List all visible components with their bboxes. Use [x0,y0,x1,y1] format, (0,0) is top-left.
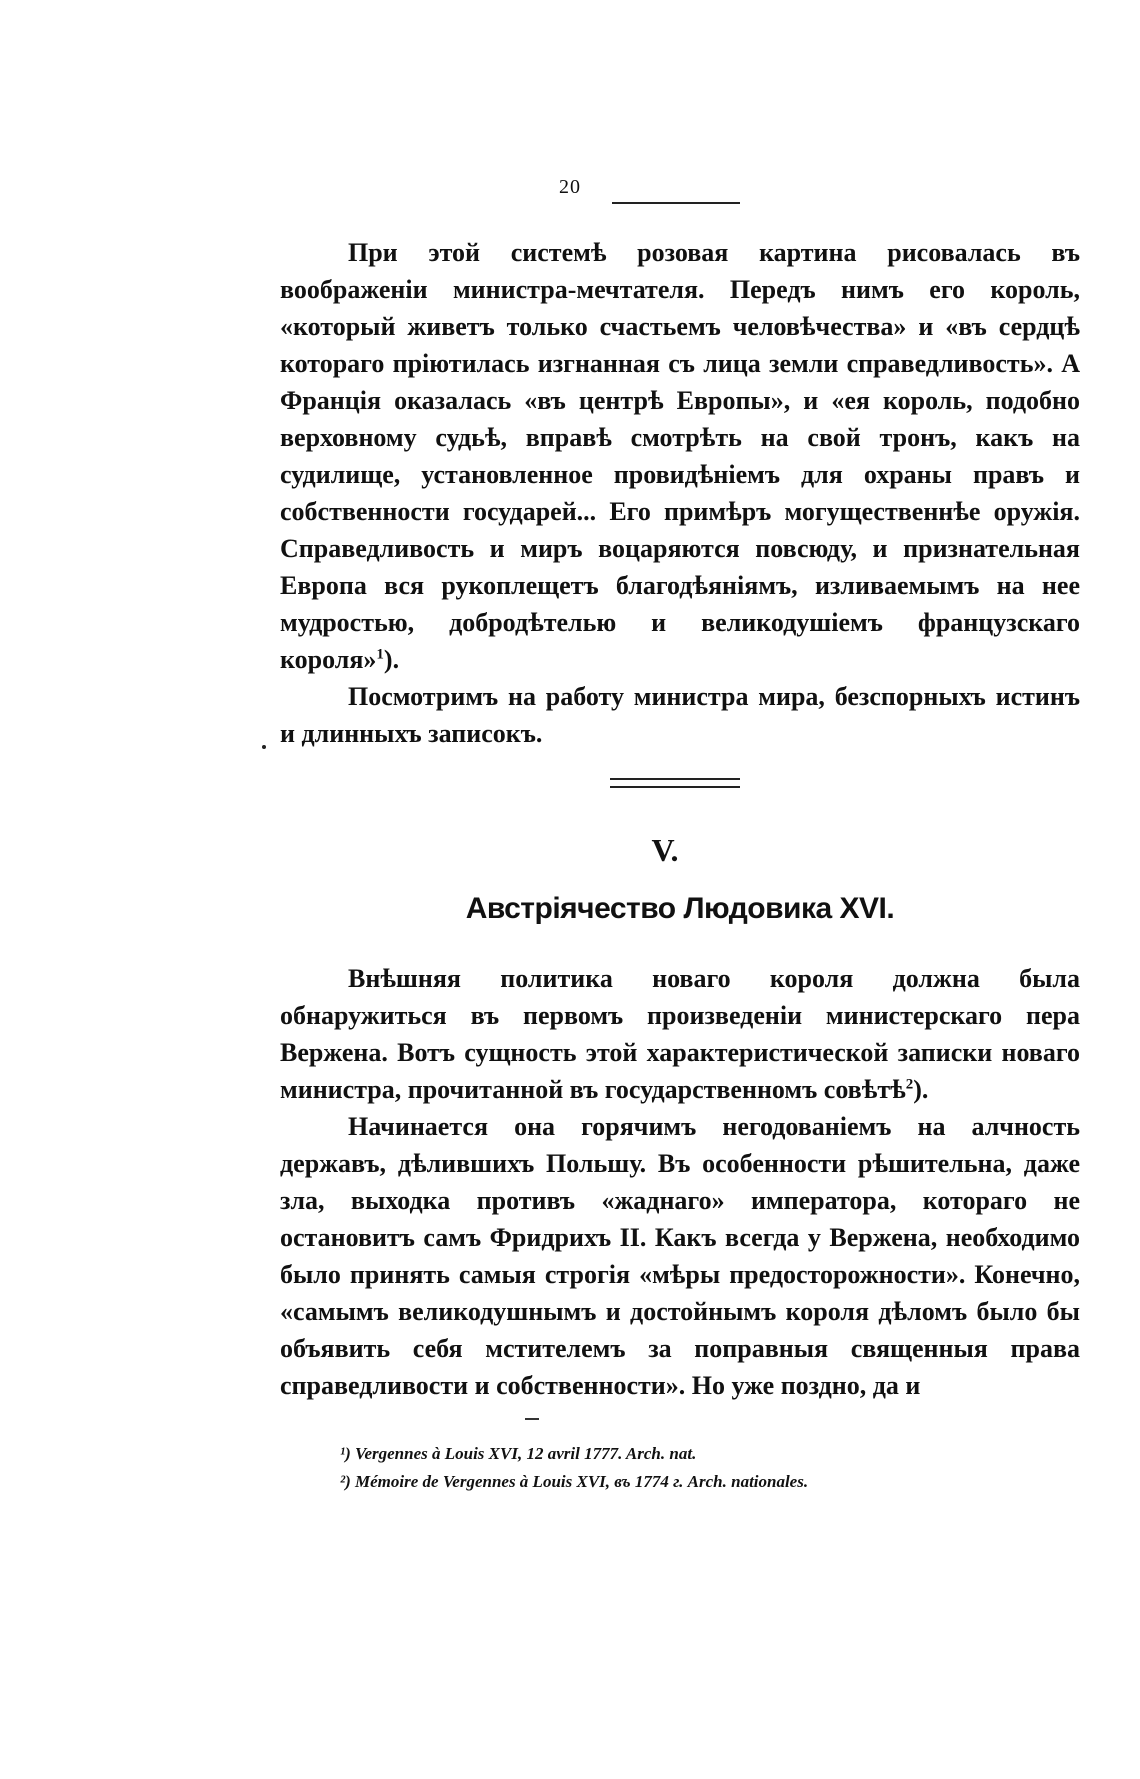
page-number-rule [612,202,740,204]
paragraph-end: ). [383,645,400,674]
text-block-1 [280,234,1080,752]
paragraph-text: Внѣшняя политика новаго короля должна была обнаружиться въ первомъ произведеніи министерскаго пера Вержена. Вотъ сущность этой характеристической записки новаго министра, прочитанной въ государственномъ совѣтѣ [280,964,1080,1104]
footnote-2: ²) Mémoire de Vergennes à Louis XVI, въ 1774 г. Arch. nationales. [340,1472,809,1491]
footnote-ref: 1 [376,646,384,663]
stray-dot [262,745,266,749]
section-divider [610,778,740,788]
paragraph [280,960,1080,1108]
paragraph: Посмотримъ на работу министра мира, безспорныхъ истинъ и длинныхъ записокъ. [280,682,1080,748]
footnote-1: ¹) Vergennes à Louis XVI, 12 avril 1777. Arch. nat. [340,1444,697,1463]
section-number: V. [651,832,679,868]
section-title: Австріячество Людовика XVI. [465,892,895,925]
footnote-rule [525,1418,539,1420]
text-block-2 [280,960,1080,1404]
paragraph [280,234,1080,678]
page-number: 20 [559,176,581,198]
paragraph-text: При этой системѣ розовая картина рисовалась въ воображеніи министра-мечтателя. Передъ нимъ его король, «который живетъ только счастьемъ человѣчества» и «въ сердцѣ котораго пріютилась изгнанная съ лица земли справедливость». А Франція оказалась «въ центрѣ Европы», и «ея король, подобно верховному судьѣ, вправѣ смотрѣть на свой тронъ, какъ на судилище, установленное провидѣніемъ для охраны правъ и собственности государей... Его примѣръ могущественнѣе оружія. Справедливость и миръ воцаряются повсюду, и признательная Европа вся рукоплещетъ благодѣяніямъ, изливаемымъ на нее мудростью, добродѣтелью и великодушіемъ французскаго короля» [280,238,1080,674]
footnotes [340,1440,1060,1496]
footnote-ref: 2 [905,1076,914,1093]
paragraph-end: ). [913,1075,929,1104]
paragraph: Начинается она горячимъ негодованіемъ на алчность державъ, дѣлившихъ Польшу. Въ особенности рѣшительна, даже зла, выходка противъ «жаднаго» императора, котораго не остановитъ самъ Фридрихъ II. Какъ всегда у Вержена, необходимо было принять самыя строгія «мѣры предосторожности». Конечно, «самымъ великодушнымъ и достойнымъ короля дѣломъ было бы объявить себя мстителемъ за поправныя священныя права справедливости и собственности». Но уже поздно, да и [280,1112,1080,1400]
